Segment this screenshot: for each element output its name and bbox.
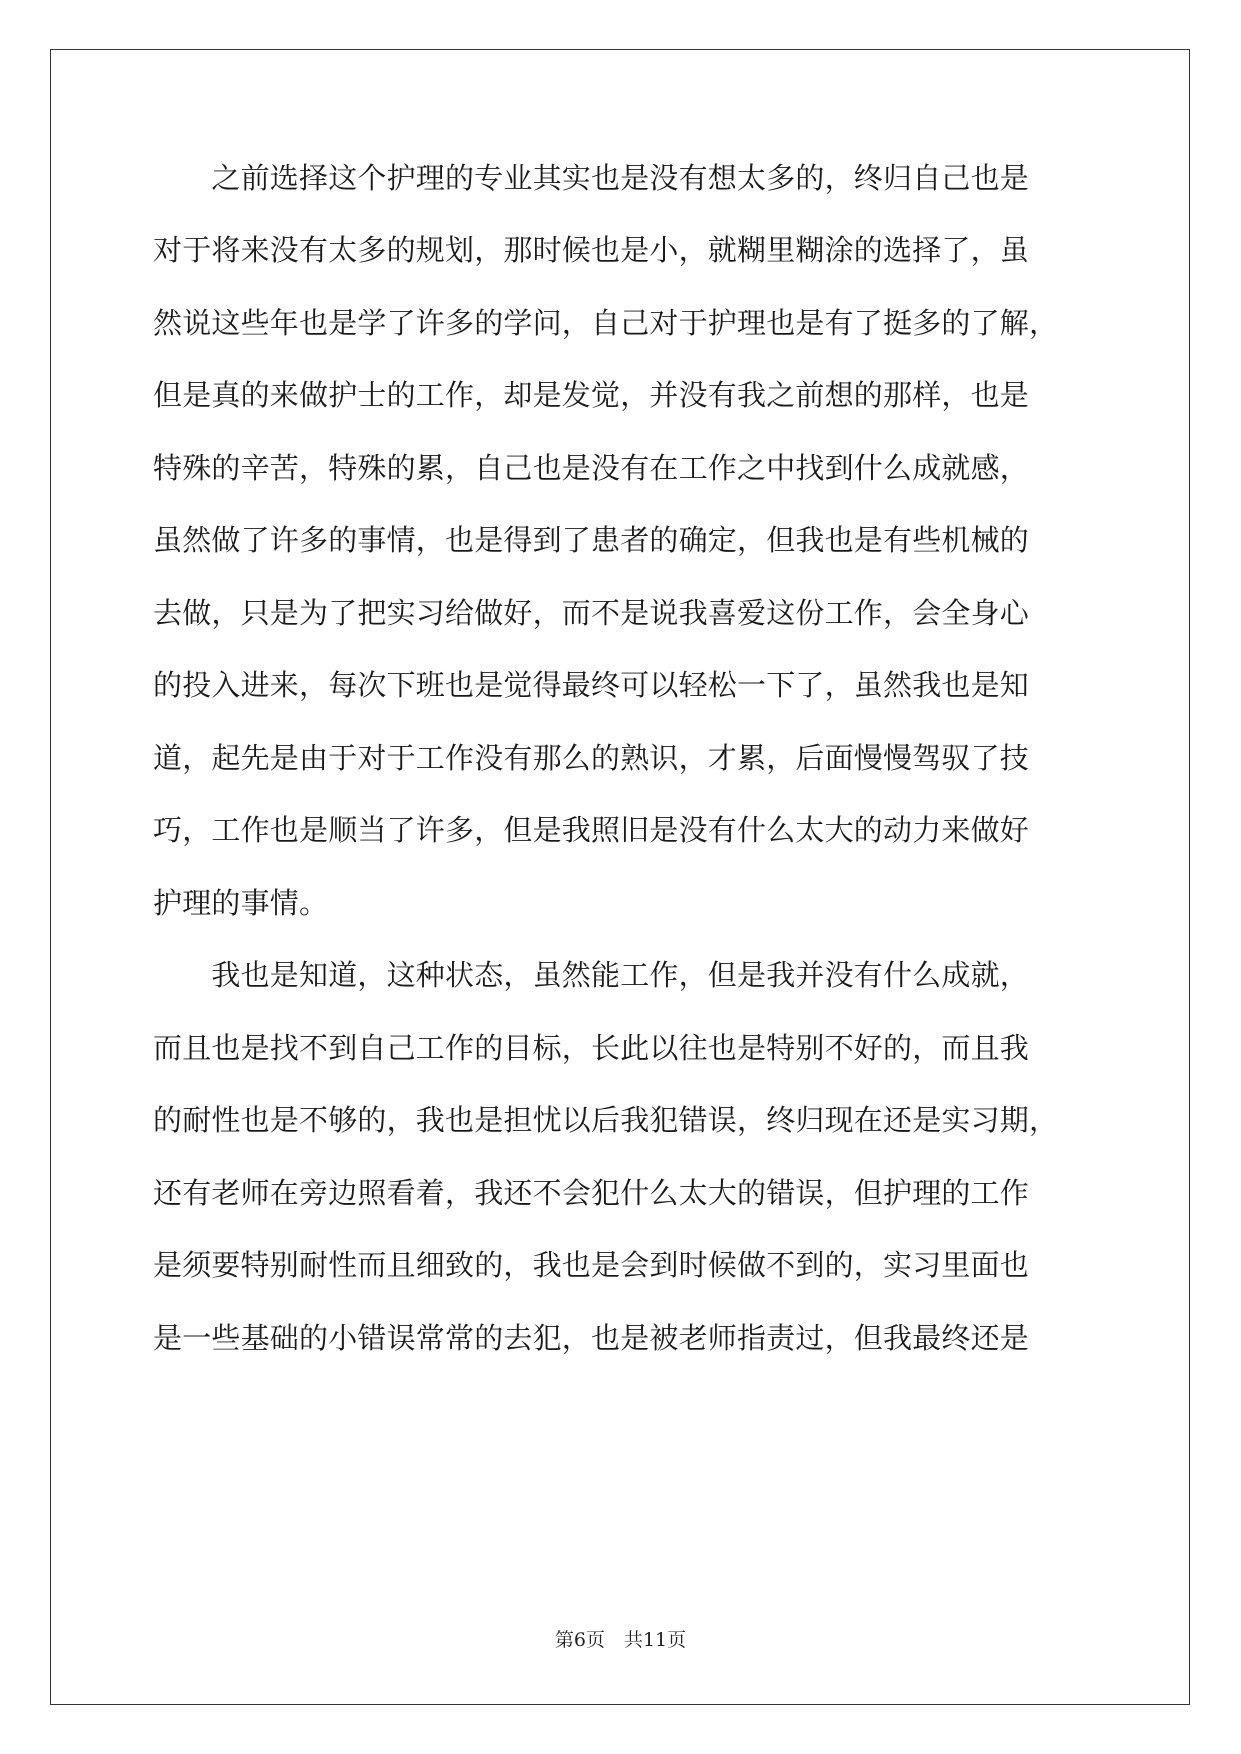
page-footer [0,1628,1241,1652]
text-line: 巧，工作也是顺当了许多，但是我照旧是没有什么太大的动力来做好 [153,813,1030,847]
text-line: 对于将来没有太多的规划，那时候也是小，就糊里糊涂的选择了，虽 [153,233,1030,267]
text-line: 的耐性也是不够的，我也是担忧以后我犯错误，终归现在还是实习期， [153,1103,1059,1137]
text-line: 去做，只是为了把实习给做好，而不是说我喜爱这份工作，会全身心 [153,596,1030,630]
text-line: 是须要特别耐性而且细致的，我也是会到时候做不到的，实习里面也 [153,1248,1030,1282]
text-line: 然说这些年也是学了许多的学问，自己对于护理也是有了挺多的了解， [153,306,1059,340]
text-line: 特殊的辛苦，特殊的累，自己也是没有在工作之中找到什么成就感， [153,451,1030,485]
text-line: 而且也是找不到自己工作的目标，长此以往也是特别不好的，而且我 [153,1031,1030,1065]
text-line: 我也是知道，这种状态，虽然能工作，但是我并没有什么成就， [153,958,1030,992]
text-line: 护理的事情。 [153,886,329,920]
page-border [50,49,1190,1705]
text-line: 但是真的来做护士的工作，却是发觉，并没有我之前想的那样，也是 [153,378,1030,412]
text-line: 的投入进来，每次下班也是觉得最终可以轻松一下了，虽然我也是知 [153,668,1030,702]
text-line: 虽然做了许多的事情，也是得到了患者的确定，但我也是有些机械的 [153,523,1030,557]
text-line: 之前选择这个护理的专业其实也是没有想太多的，终归自己也是 [153,161,1030,195]
text-line: 是一些基础的小错误常常的去犯，也是被老师指责过，但我最终还是 [153,1321,1030,1355]
text-line: 还有老师在旁边照看着，我还不会犯什么太大的错误，但护理的工作 [153,1176,1030,1210]
text-line: 道，起先是由于对于工作没有那么的熟识，才累，后面慢慢驾驭了技 [153,741,1030,775]
page-number-label: 第6页 共11页 [554,1629,687,1651]
